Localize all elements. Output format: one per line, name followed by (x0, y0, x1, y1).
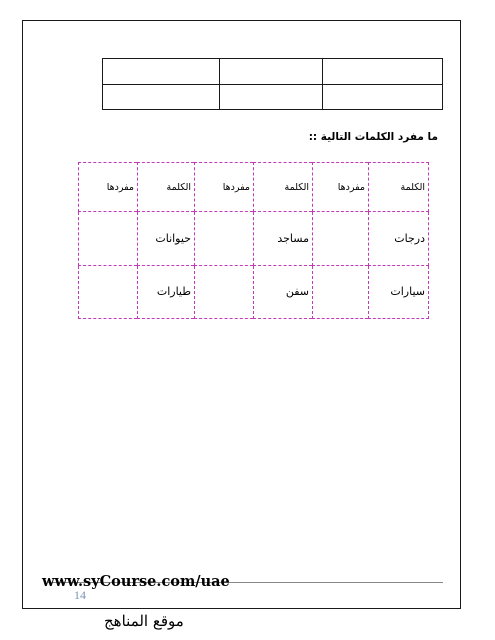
page-number: 14 (74, 588, 86, 602)
singular-words-table (78, 162, 429, 319)
question-text: ما مفرد الكلمات التالية :: (308, 131, 438, 143)
blank-cell (220, 59, 323, 85)
answer-cell[interactable] (313, 265, 369, 318)
word-cell: سيارات (369, 265, 429, 318)
word-cell: طيارات (138, 265, 195, 318)
answer-cell[interactable] (313, 212, 369, 265)
blank-cell (103, 59, 220, 85)
blank-cell (323, 59, 443, 85)
header-word: الكلمة (138, 163, 195, 212)
word-cell: سفن (254, 265, 313, 318)
blank-cell (103, 84, 220, 110)
table-row (79, 265, 429, 318)
site-name: موقع المناهج (104, 612, 184, 630)
blank-cell (220, 84, 323, 110)
header-singular: مفردها (313, 163, 369, 212)
header-word: الكلمة (254, 163, 313, 212)
blank-cell (323, 84, 443, 110)
answer-cell[interactable] (195, 212, 254, 265)
answer-cell[interactable] (195, 265, 254, 318)
word-cell: حيوانات (138, 212, 195, 265)
answer-cell[interactable] (79, 265, 138, 318)
word-cell: مساجد (254, 212, 313, 265)
word-cell: درجات (369, 212, 429, 265)
blank-answer-table (102, 58, 443, 110)
header-word: الكلمة (369, 163, 429, 212)
site-url: www.syCourse.com/uae (42, 573, 230, 590)
table-header-row (79, 163, 429, 212)
table-row (79, 212, 429, 265)
answer-cell[interactable] (79, 212, 138, 265)
header-singular: مفردها (195, 163, 254, 212)
header-singular: مفردها (79, 163, 138, 212)
